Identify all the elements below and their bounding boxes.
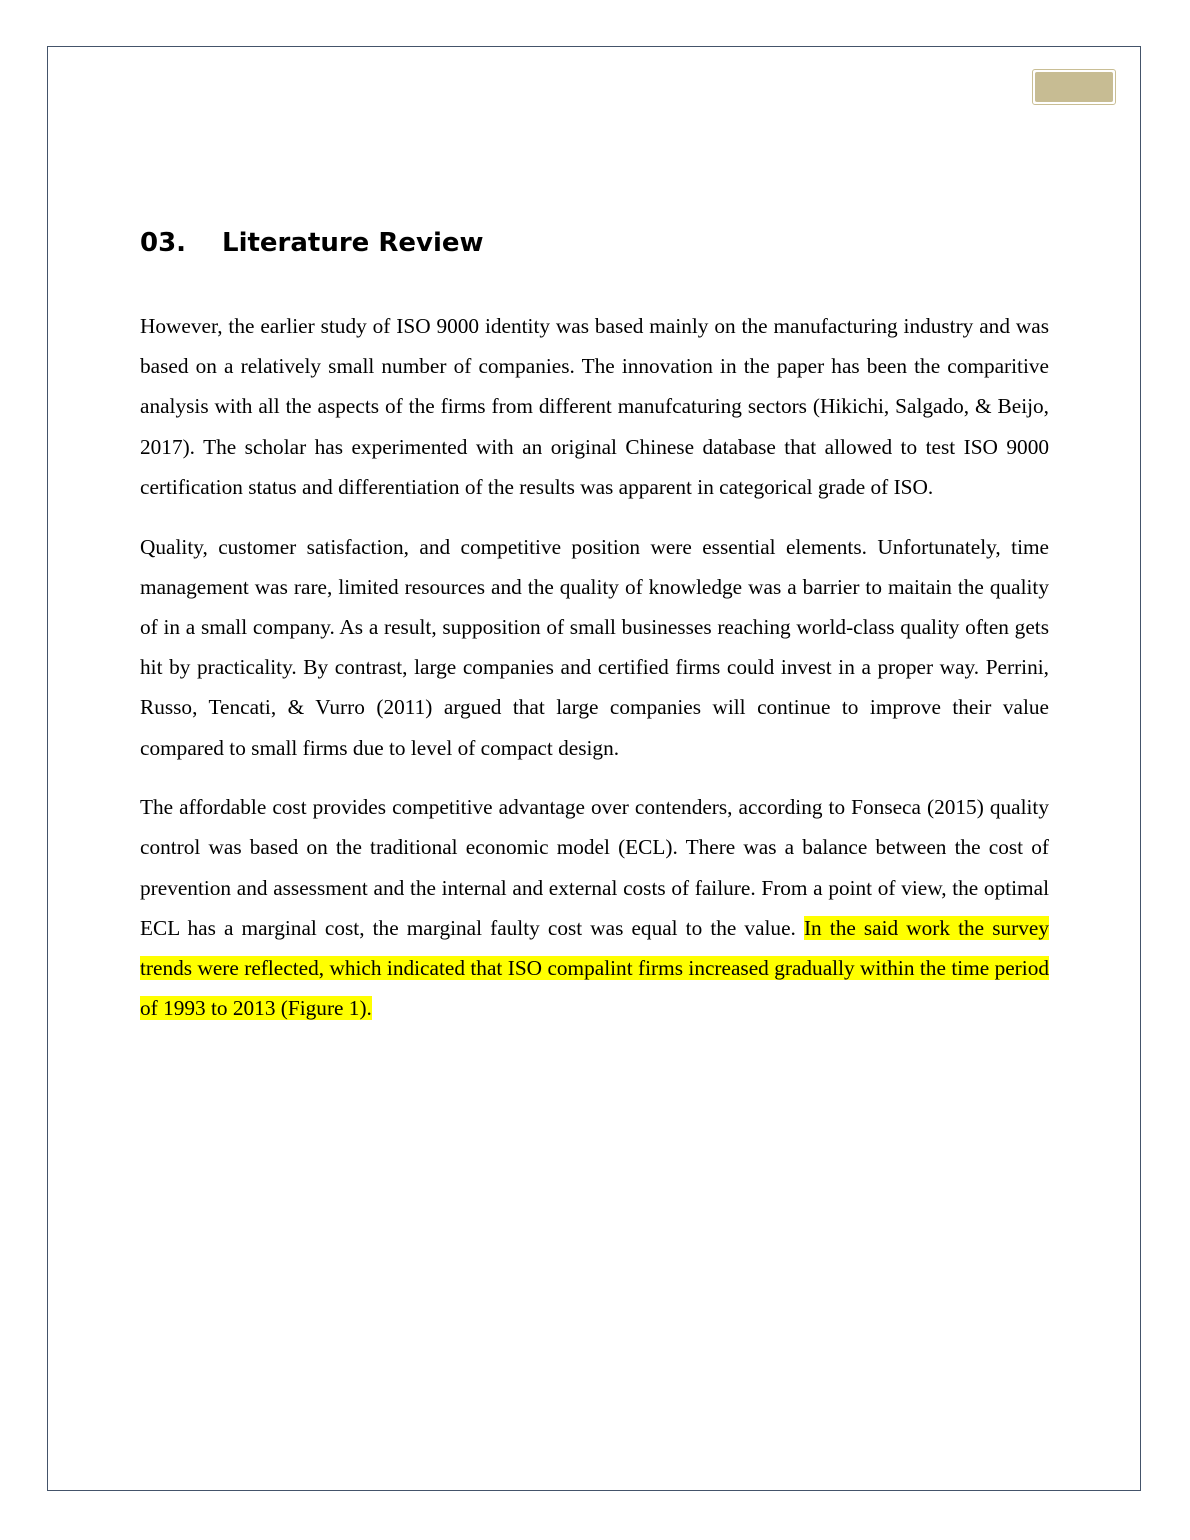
body-text <box>140 306 1049 1048</box>
section-number: 03. <box>140 228 187 258</box>
page-number-badge <box>1032 69 1116 105</box>
highlighted-text: In the said work the survey trends were reflected, which indicated that ISO compalint firms increased gradually within the time period of 1993 to 2013 (Figure 1). <box>140 915 1049 1021</box>
paragraph-1: However, the earlier study of ISO 9000 identity was based mainly on the manufacturing industry and was based on a relatively small number of companies. The innovation in the paper has been the comparitive analysis with all the aspects of the firms from different manufcaturing sectors (Hikichi, Salgado, & Beijo, 2017). The scholar has experimented with an original Chinese database that allowed to test ISO 9000 certification status and differentiation of the results was apparent in categorical grade of ISO. <box>140 314 1049 499</box>
paragraph-3-text: The affordable cost provides competitive advantage over contenders, according to Fonseca (2015) quality control was based on the traditional economic model (ECL). There was a balance between the cost of prevention and assessment and the internal and external costs of failure. From a point of view, the optimal ECL has a marginal cost, the marginal faulty cost was equal to the value. <box>140 795 1049 940</box>
section-title: Literature Review <box>222 228 484 258</box>
section-heading <box>140 226 484 260</box>
page-number-badge-fill <box>1035 72 1113 102</box>
paragraph-3 <box>140 787 1049 1028</box>
paragraph-2: Quality, customer satisfaction, and competitive position were essential elements. Unfortunately, time management was rare, limited resources and the quality of knowledge was a barrier to maitain the quality of in a small company. As a result, supposition of small businesses reaching world-class quality often gets hit by practicality. By contrast, large companies and certified firms could invest in a proper way. Perrini, Russo, Tencati, & Vurro (2011) argued that large companies will continue to improve their value compared to small firms due to level of compact design. <box>140 534 1049 760</box>
